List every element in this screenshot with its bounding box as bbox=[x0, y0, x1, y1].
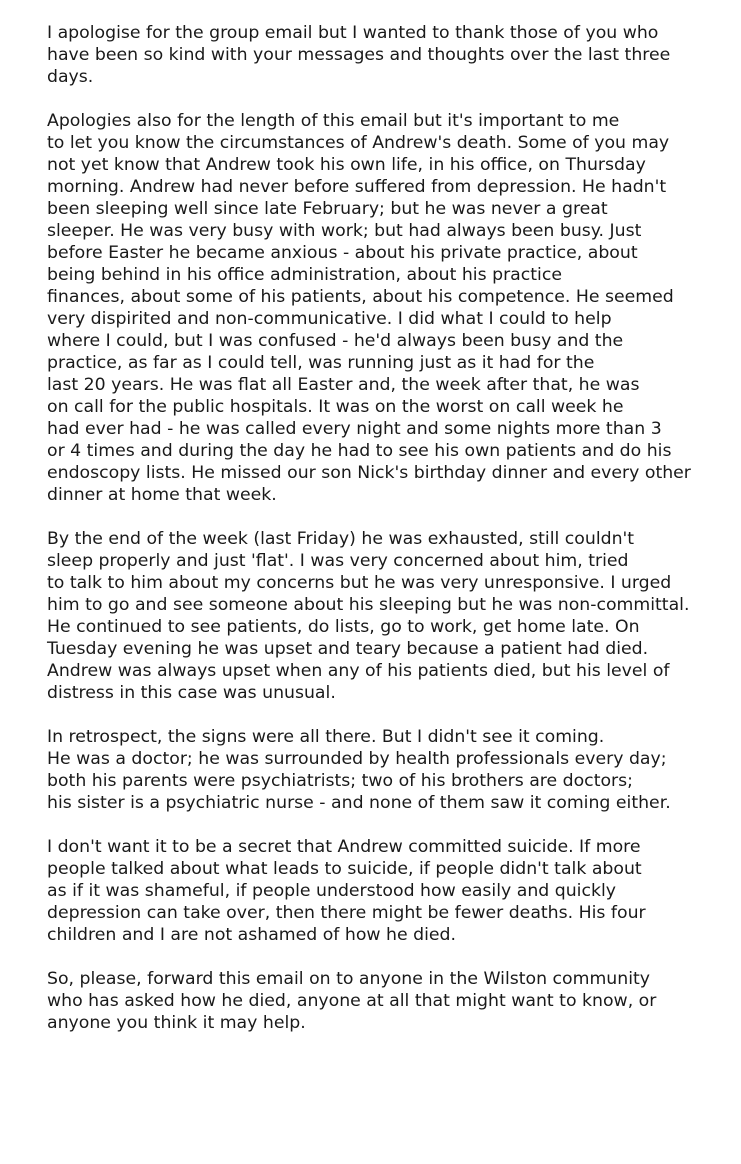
text-line: where I could, but I was confused - he'd always been busy and the bbox=[47, 331, 624, 351]
paragraph-6 bbox=[47, 968, 721, 1034]
text-line: In retrospect, the signs were all there. But I didn't see it coming. bbox=[47, 727, 605, 747]
text-line: have been so kind with your messages and thoughts over the last three bbox=[47, 45, 671, 65]
text-line: as if it was shameful, if people understood how easily and quickly bbox=[47, 881, 617, 901]
text-line: children and I are not ashamed of how he died. bbox=[47, 925, 456, 945]
text-line: I apologise for the group email but I wanted to thank those of you who bbox=[47, 23, 659, 43]
text-line: I don't want it to be a secret that Andrew committed suicide. If more bbox=[47, 837, 641, 857]
text-line: Tuesday evening he was upset and teary because a patient had died. bbox=[47, 639, 649, 659]
text-line: him to go and see someone about his sleeping but he was non-committal. bbox=[47, 595, 690, 615]
paragraph-1 bbox=[47, 22, 721, 88]
text-line: anyone you think it may help. bbox=[47, 1013, 306, 1033]
text-line: been sleeping well since late February; but he was never a great bbox=[47, 199, 608, 219]
text-line: endoscopy lists. He missed our son Nick's birthday dinner and every other bbox=[47, 463, 691, 483]
text-line: his sister is a psychiatric nurse - and none of them saw it coming either. bbox=[47, 793, 671, 813]
text-line: Andrew was always upset when any of his patients died, but his level of bbox=[47, 661, 670, 681]
text-line: distress in this case was unusual. bbox=[47, 683, 336, 703]
text-line: very dispirited and non-communicative. I did what I could to help bbox=[47, 309, 612, 329]
text-line: who has asked how he died, anyone at all that might want to know, or bbox=[47, 991, 657, 1011]
text-line: finances, about some of his patients, about his competence. He seemed bbox=[47, 287, 674, 307]
text-line: before Easter he became anxious - about his private practice, about bbox=[47, 243, 638, 263]
text-line: on call for the public hospitals. It was on the worst on call week he bbox=[47, 397, 624, 417]
text-line: last 20 years. He was flat all Easter and, the week after that, he was bbox=[47, 375, 640, 395]
text-line: He continued to see patients, do lists, go to work, get home late. On bbox=[47, 617, 640, 637]
text-line: had ever had - he was called every night and some nights more than 3 bbox=[47, 419, 662, 439]
paragraph-5 bbox=[47, 836, 721, 946]
text-line: people talked about what leads to suicide, if people didn't talk about bbox=[47, 859, 642, 879]
text-line: not yet know that Andrew took his own life, in his office, on Thursday bbox=[47, 155, 646, 175]
text-line: sleeper. He was very busy with work; but had always been busy. Just bbox=[47, 221, 642, 241]
text-line: By the end of the week (last Friday) he was exhausted, still couldn't bbox=[47, 529, 635, 549]
text-line: dinner at home that week. bbox=[47, 485, 277, 505]
paragraph-3 bbox=[47, 528, 721, 704]
text-line: or 4 times and during the day he had to see his own patients and do his bbox=[47, 441, 672, 461]
text-line: depression can take over, then there might be fewer deaths. His four bbox=[47, 903, 646, 923]
text-line: both his parents were psychiatrists; two of his brothers are doctors; bbox=[47, 771, 633, 791]
text-line: morning. Andrew had never before suffered from depression. He hadn't bbox=[47, 177, 667, 197]
text-line: He was a doctor; he was surrounded by health professionals every day; bbox=[47, 749, 667, 769]
paragraph-4 bbox=[47, 726, 721, 814]
paragraph-2 bbox=[47, 110, 721, 506]
text-line: sleep properly and just 'flat'. I was very concerned about him, tried bbox=[47, 551, 629, 571]
text-line: to talk to him about my concerns but he was very unresponsive. I urged bbox=[47, 573, 672, 593]
text-line: days. bbox=[47, 67, 94, 87]
text-line: to let you know the circumstances of Andrew's death. Some of you may bbox=[47, 133, 670, 153]
text-line: being behind in his office administration, about his practice bbox=[47, 265, 562, 285]
text-line: Apologies also for the length of this email but it's important to me bbox=[47, 111, 620, 131]
text-line: practice, as far as I could tell, was running just as it had for the bbox=[47, 353, 595, 373]
text-line: So, please, forward this email on to anyone in the Wilston community bbox=[47, 969, 651, 989]
